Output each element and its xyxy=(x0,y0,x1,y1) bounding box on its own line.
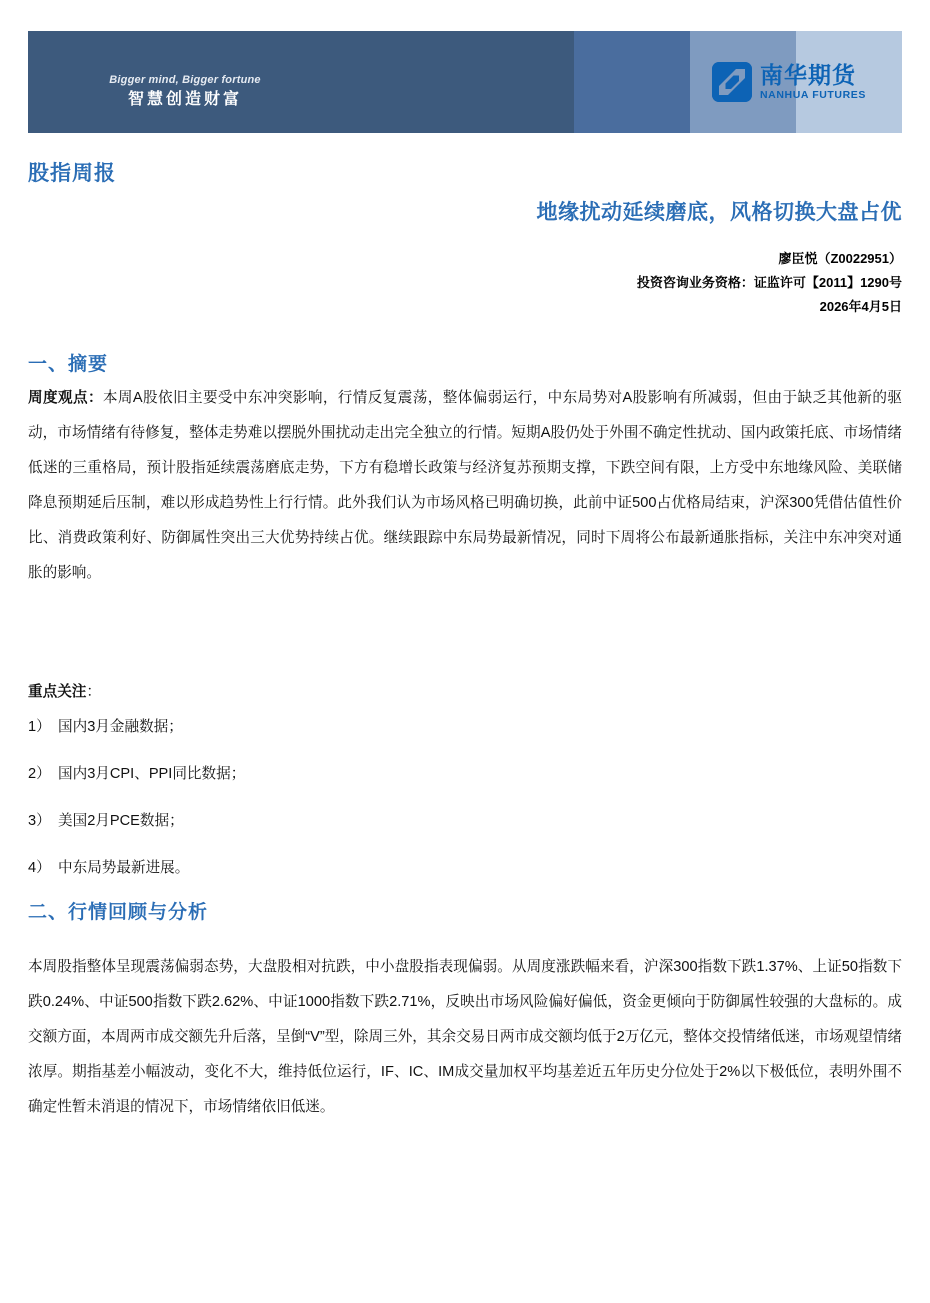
header-band-light xyxy=(796,31,902,133)
summary-paragraph xyxy=(28,381,902,591)
focus-item-number: 4） xyxy=(28,860,51,876)
report-type-label: 股指周报 xyxy=(28,162,116,185)
section-heading-review: 二、行情回顾与分析 xyxy=(28,902,209,923)
focus-separator: ： xyxy=(86,684,101,700)
header-banner xyxy=(28,31,902,133)
list-item xyxy=(28,757,245,792)
slogan-chinese: 智慧创造财富 xyxy=(127,91,242,108)
list-item xyxy=(28,851,189,886)
author-line: 廖臣悦（Z0022951） xyxy=(778,251,902,266)
focus-item-text: 国内3月CPI、PPI同比数据； xyxy=(58,766,246,782)
focus-item-number: 2） xyxy=(28,766,51,782)
focus-item-number: 1） xyxy=(28,719,51,735)
report-meta xyxy=(637,247,902,319)
header-band-primary xyxy=(28,31,574,133)
logo-name-english: NANHUA FUTURES xyxy=(760,88,867,101)
focus-item-text: 国内3月金融数据； xyxy=(58,719,183,735)
header-band-tertiary xyxy=(690,31,796,133)
review-paragraph: 本周股指整体呈现震荡偏弱态势，大盘股相对抗跌，中小盘股指表现偏弱。从周度涨跌幅来看，沪深300指数下跌1.37%、上证50指数下跌0.24%、中证500指数下跌2.62%、中证1000指数下跌2.71%，反映出市场风险偏好偏低，资金更倾向于防御属性较强的大盘标的。成交额方面，本周两市成交额先升后落，呈倒“V”型，除周三外，其余交易日两市成交额均低于2万亿元，整体交投情绪低迷，市场观望情绪浓厚。期指基差小幅波动，变化不大，维持低位运行，IF、IC、IM成交量加权平均基差近五年历史分位处于2%以下极低位，表明外围不确定性暂未消退的情况下，市场情绪依旧低迷。 xyxy=(28,959,903,1115)
list-item xyxy=(28,804,184,839)
weekly-view-label: 周度观点 xyxy=(28,390,88,406)
report-date: 2026年4月5日 xyxy=(819,299,902,314)
focus-label: 重点关注 xyxy=(28,684,87,700)
focus-item-number: 3） xyxy=(28,813,51,829)
focus-heading xyxy=(28,675,902,710)
focus-item-text: 中东局势最新进展。 xyxy=(58,860,190,876)
slogan-english: Bigger mind, Bigger fortune xyxy=(109,74,261,86)
logo-name-chinese: 南华期货 xyxy=(760,61,856,88)
section-heading-summary: 一、摘要 xyxy=(28,354,109,375)
focus-item-text: 美国2月PCE数据； xyxy=(58,813,184,829)
page-title: 地缘扰动延续磨底，风格切换大盘占优 xyxy=(536,201,902,224)
weekly-view-separator: ： xyxy=(87,390,103,406)
license-line: 投资咨询业务资格：证监许可【2011】1290号 xyxy=(636,275,902,290)
header-band-secondary xyxy=(574,31,690,133)
list-item xyxy=(28,710,183,745)
weekly-view-text: 本周A股依旧主要受中东冲突影响，行情反复震荡，整体偏弱运行，中东局势对A股影响有所减弱，但由于缺乏其他新的驱动，市场情绪有待修复，整体走势难以摆脱外围扰动走出完全独立的行情。短期A股仍处于外围不确定性扰动、国内政策托底、市场情绪低迷的三重格局，预计股指延续震荡磨底走势，下方有稳增长政策与经济复苏预期支撑，下跌空间有限，上方受中东地缘风险、美联储降息预期延后压制，难以形成趋势性上行行情。此外我们认为市场风格已明确切换，此前中证500占优格局结束，沪深300凭借估值性价比、消费政策利好、防御属性突出三大优势持续占优。继续跟踪中东局势最新情况，同时下周将公布最新通胀指标，关注中东冲突对通胀的影响。 xyxy=(28,390,902,581)
company-slogan xyxy=(80,73,290,111)
